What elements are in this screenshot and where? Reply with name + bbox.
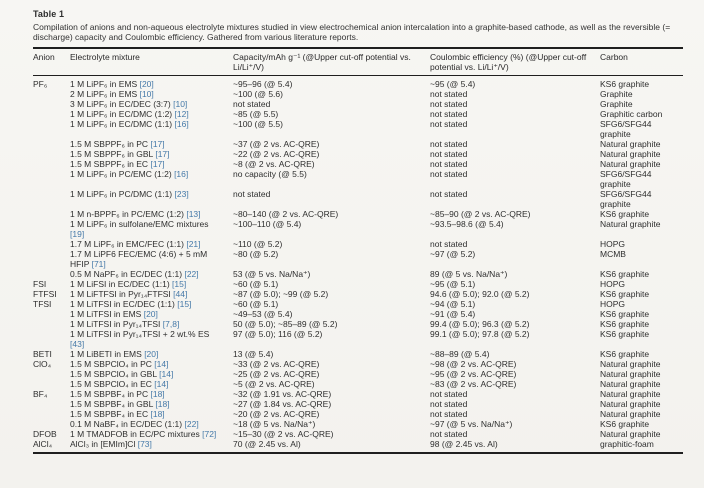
carbon-cell: HOPG bbox=[600, 239, 626, 249]
carbon-cell: Graphite bbox=[600, 99, 633, 109]
electrolyte-text: 1 M LiTFSI in Pyr₁₄TFSI bbox=[70, 319, 161, 329]
col-header-anion: Anion bbox=[33, 48, 70, 76]
citation-link[interactable]: [73] bbox=[137, 439, 152, 449]
capacity-cell: ~22 (@ 2 vs. AC-QRE) bbox=[233, 149, 320, 159]
efficiency-cell: not stated bbox=[430, 159, 468, 169]
table-row bbox=[33, 159, 683, 169]
carbon-cell: KS6 graphite bbox=[600, 309, 650, 319]
capacity-cell: ~110 (@ 5.2) bbox=[233, 239, 283, 249]
carbon-cell: KS6 graphite bbox=[600, 269, 650, 279]
electrolyte-cell bbox=[70, 319, 233, 329]
citation-link[interactable]: [17] bbox=[150, 139, 165, 149]
anion-cell bbox=[33, 169, 70, 189]
citation-link[interactable]: [10] bbox=[139, 89, 154, 99]
citation-link[interactable]: [12] bbox=[174, 109, 189, 119]
anion-cell bbox=[33, 269, 70, 279]
anion-cell bbox=[33, 99, 70, 109]
carbon-cell: KS6 graphite bbox=[600, 349, 650, 359]
electrolyte-text: 1.5 M SBPClO₄ in PC bbox=[70, 359, 152, 369]
capacity-cell: ~49–53 (@ 5.4) bbox=[233, 309, 293, 319]
electrolyte-text: 1.5 M SBPBF₄ in GBL bbox=[70, 399, 153, 409]
citation-link[interactable]: [16] bbox=[174, 169, 189, 179]
table-row bbox=[33, 149, 683, 159]
capacity-cell: ~60 (@ 5.1) bbox=[233, 279, 279, 289]
table-row bbox=[33, 279, 683, 289]
carbon-cell: Natural graphite bbox=[600, 149, 661, 159]
citation-link[interactable]: [7,8] bbox=[162, 319, 180, 329]
electrolyte-cell bbox=[70, 389, 233, 399]
efficiency-cell: ~97 (@ 5 vs. Na/Na⁺) bbox=[430, 419, 513, 429]
capacity-cell: ~18 (@ 5 vs. Na/Na⁺) bbox=[233, 419, 316, 429]
electrolyte-text: 1.5 M SBPClO₄ in EC bbox=[70, 379, 152, 389]
carbon-cell: Natural graphite bbox=[600, 369, 661, 379]
table-row bbox=[33, 329, 683, 349]
table-row bbox=[33, 99, 683, 109]
electrolyte-cell bbox=[70, 189, 233, 209]
carbon-cell: KS6 graphite bbox=[600, 419, 650, 429]
capacity-cell: ~60 (@ 5.1) bbox=[233, 299, 279, 309]
electrolyte-cell bbox=[70, 299, 233, 309]
electrolyte-text: 1 M LiPF₆ in sulfolane/EMC mixtures bbox=[70, 219, 209, 229]
carbon-cell: KS6 graphite bbox=[600, 319, 650, 329]
electrolyte-text: 1 M LiPF₆ in PC/EMC (1:2) bbox=[70, 169, 172, 179]
citation-link[interactable]: [22] bbox=[184, 269, 199, 279]
electrolyte-cell bbox=[70, 139, 233, 149]
citation-link[interactable]: [71] bbox=[91, 259, 106, 269]
carbon-cell: Natural graphite bbox=[600, 389, 661, 399]
table-row bbox=[33, 209, 683, 219]
capacity-cell: 13 (@ 5.4) bbox=[233, 349, 274, 359]
header-row bbox=[33, 48, 683, 76]
efficiency-cell: ~94 (@ 5.1) bbox=[430, 299, 476, 309]
table-row bbox=[33, 89, 683, 99]
table-row bbox=[33, 109, 683, 119]
table-row bbox=[33, 309, 683, 319]
col-header-capacity: Capacity/mAh g⁻¹ (@Upper cut-off potential vs. Li/Li⁺/V) bbox=[233, 48, 430, 76]
electrolyte-text: 1.7 M LiPF6 FEC/EMC (4:6) + 5 mM HFIP bbox=[70, 249, 208, 269]
citation-link[interactable]: [20] bbox=[144, 349, 159, 359]
electrolyte-text: 1 M LiPF₆ in EMS bbox=[70, 79, 138, 89]
carbon-cell: SFG6/SFG44 graphite bbox=[600, 189, 652, 209]
col-header-efficiency: Coulombic efficiency (%) (@Upper cut-off potential vs. Li/Li⁺/V) bbox=[430, 48, 600, 76]
efficiency-cell: not stated bbox=[430, 149, 468, 159]
electrolyte-cell bbox=[70, 89, 233, 99]
capacity-cell: ~5 (@ 2 vs. AC-QRE) bbox=[233, 379, 315, 389]
anion-cell bbox=[33, 399, 70, 409]
anion-cell bbox=[33, 209, 70, 219]
citation-link[interactable]: [17] bbox=[150, 159, 165, 169]
carbon-cell: KS6 graphite bbox=[600, 79, 650, 89]
efficiency-cell: 99.1 (@ 5.0); 97.8 (@ 5.2) bbox=[430, 329, 530, 339]
anion-cell bbox=[33, 369, 70, 379]
electrolyte-cell bbox=[70, 329, 233, 349]
carbon-cell: KS6 graphite bbox=[600, 329, 650, 339]
carbon-cell: Natural graphite bbox=[600, 429, 661, 439]
table-row bbox=[33, 269, 683, 279]
table-row bbox=[33, 289, 683, 299]
efficiency-cell: ~95 (@ 5.1) bbox=[430, 279, 476, 289]
efficiency-cell: not stated bbox=[430, 409, 468, 419]
electrolyte-text: 3 M LiPF₆ in EC/DEC (3:7) bbox=[70, 99, 171, 109]
electrolyte-text: 1.7 M LiPF₆ in EMC/FEC (1:1) bbox=[70, 239, 184, 249]
electrolyte-cell bbox=[70, 109, 233, 119]
electrolyte-table bbox=[33, 47, 683, 454]
electrolyte-cell bbox=[70, 76, 233, 90]
carbon-cell: KS6 graphite bbox=[600, 209, 650, 219]
electrolyte-cell bbox=[70, 429, 233, 439]
capacity-cell: ~100 (@ 5.5) bbox=[233, 119, 283, 129]
electrolyte-cell bbox=[70, 209, 233, 219]
carbon-cell: HOPG bbox=[600, 279, 626, 289]
electrolyte-cell bbox=[70, 99, 233, 109]
table-row bbox=[33, 169, 683, 189]
efficiency-cell: not stated bbox=[430, 109, 468, 119]
anion-cell: TFSI bbox=[33, 299, 52, 309]
table-row bbox=[33, 389, 683, 399]
anion-cell bbox=[33, 239, 70, 249]
capacity-cell: ~33 (@ 2 vs. AC-QRE) bbox=[233, 359, 320, 369]
table-caption: Compilation of anions and non-aqueous electrolyte mixtures studied in view electrochemical anion intercalation into a graphite-based cathode, as well as the reversible (= discharge) capacity and Coulombic efficiency. Gathered from various literature reports. bbox=[33, 22, 671, 42]
carbon-cell: Graphitic carbon bbox=[600, 109, 663, 119]
electrolyte-cell bbox=[70, 409, 233, 419]
anion-cell: DFOB bbox=[33, 429, 57, 439]
capacity-cell: 53 (@ 5 vs. Na/Na⁺) bbox=[233, 269, 311, 279]
table-row bbox=[33, 119, 683, 139]
efficiency-cell: 98 (@ 2.45 vs. Al) bbox=[430, 439, 498, 449]
electrolyte-cell bbox=[70, 379, 233, 389]
anion-cell bbox=[33, 409, 70, 419]
table-row bbox=[33, 359, 683, 369]
table-row bbox=[33, 299, 683, 309]
electrolyte-text: 1 M n-BPPF₆ in PC/EMC (1:2) bbox=[70, 209, 184, 219]
capacity-cell: ~20 (@ 2 vs. AC-QRE) bbox=[233, 409, 320, 419]
citation-link[interactable]: [22] bbox=[184, 419, 199, 429]
anion-cell bbox=[33, 309, 70, 319]
electrolyte-text: 1.5 M SBPClO₄ in GBL bbox=[70, 369, 157, 379]
anion-cell: BETI bbox=[33, 349, 52, 359]
anion-cell bbox=[33, 419, 70, 429]
carbon-cell: Natural graphite bbox=[600, 409, 661, 419]
capacity-cell: not stated bbox=[233, 99, 271, 109]
efficiency-cell: ~93.5–98.6 (@ 5.4) bbox=[430, 219, 504, 229]
table-row bbox=[33, 419, 683, 429]
table-row bbox=[33, 239, 683, 249]
electrolyte-text: 1 M TMADFOB in EC/PC mixtures bbox=[70, 429, 200, 439]
citation-link[interactable]: [18] bbox=[155, 399, 170, 409]
efficiency-cell: not stated bbox=[430, 139, 468, 149]
electrolyte-text: 1 M LiTFSI in EMS bbox=[70, 309, 142, 319]
capacity-cell: 70 (@ 2.45 vs. Al) bbox=[233, 439, 301, 449]
citation-link[interactable]: [72] bbox=[202, 429, 217, 439]
citation-link[interactable]: [14] bbox=[154, 379, 169, 389]
capacity-cell: ~15–30 (@ 2 vs. AC-QRE) bbox=[233, 429, 334, 439]
citation-link[interactable]: [20] bbox=[139, 79, 154, 89]
capacity-cell: ~8 (@ 2 vs. AC-QRE) bbox=[233, 159, 315, 169]
carbon-cell: Natural graphite bbox=[600, 379, 661, 389]
capacity-cell: ~87 (@ 5.0); ~99 (@ 5.2) bbox=[233, 289, 329, 299]
efficiency-cell: not stated bbox=[430, 389, 468, 399]
electrolyte-cell bbox=[70, 119, 233, 139]
anion-cell bbox=[33, 379, 70, 389]
efficiency-cell: ~95 (@ 5.4) bbox=[430, 79, 476, 89]
table-row bbox=[33, 349, 683, 359]
citation-link[interactable]: [10] bbox=[173, 99, 188, 109]
anion-cell bbox=[33, 319, 70, 329]
table-row bbox=[33, 429, 683, 439]
electrolyte-text: 0.1 M NaBF₄ in EC/DEC (1:1) bbox=[70, 419, 183, 429]
electrolyte-cell bbox=[70, 419, 233, 429]
electrolyte-text: 1 M LiPF₆ in PC/DMC (1:1) bbox=[70, 189, 173, 199]
electrolyte-text: 1 M LiFTFSI in Pyr₁₄FTFSI bbox=[70, 289, 171, 299]
efficiency-cell: ~91 (@ 5.4) bbox=[430, 309, 476, 319]
efficiency-cell: 94.6 (@ 5.0); 92.0 (@ 5.2) bbox=[430, 289, 530, 299]
anion-cell bbox=[33, 119, 70, 139]
efficiency-cell: ~95 (@ 2 vs. AC-QRE) bbox=[430, 369, 517, 379]
efficiency-cell: ~98 (@ 2 vs. AC-QRE) bbox=[430, 359, 517, 369]
carbon-cell: Natural graphite bbox=[600, 159, 661, 169]
electrolyte-text: 1 M LiTFSI in EC/DEC (1:1) bbox=[70, 299, 175, 309]
efficiency-cell: not stated bbox=[430, 99, 468, 109]
citation-link[interactable]: [15] bbox=[172, 279, 187, 289]
anion-cell bbox=[33, 159, 70, 169]
capacity-cell: not stated bbox=[233, 189, 271, 199]
carbon-cell: graphitic-foam bbox=[600, 439, 654, 449]
citation-link[interactable]: [18] bbox=[150, 389, 165, 399]
efficiency-cell: ~97 (@ 5.2) bbox=[430, 249, 476, 259]
electrolyte-text: 1.5 M SBPPF₆ in GBL bbox=[70, 149, 153, 159]
electrolyte-text: 1.5 M SBPPF₆ in EC bbox=[70, 159, 149, 169]
electrolyte-text: 1 M LiTFSI in Pyr₁₄TFSI + 2 wt.% ES bbox=[70, 329, 210, 339]
carbon-cell: SFG6/SFG44 graphite bbox=[600, 119, 652, 139]
anion-cell: PF₆ bbox=[33, 79, 48, 89]
efficiency-cell: ~88–89 (@ 5.4) bbox=[430, 349, 490, 359]
table-label: Table 1 bbox=[33, 9, 65, 19]
electrolyte-cell bbox=[70, 349, 233, 359]
carbon-cell: Natural graphite bbox=[600, 399, 661, 409]
electrolyte-cell bbox=[70, 169, 233, 189]
electrolyte-cell bbox=[70, 369, 233, 379]
anion-cell: BF₄ bbox=[33, 389, 48, 399]
carbon-cell: Graphite bbox=[600, 89, 633, 99]
electrolyte-cell bbox=[70, 239, 233, 249]
citation-link[interactable]: [16] bbox=[174, 119, 189, 129]
electrolyte-text: 1 M LiFSI in EC/DEC (1:1) bbox=[70, 279, 170, 289]
anion-cell: ClO₄ bbox=[33, 359, 52, 369]
efficiency-cell: not stated bbox=[430, 189, 468, 199]
capacity-cell: ~85 (@ 5.5) bbox=[233, 109, 279, 119]
col-header-carbon: Carbon bbox=[600, 48, 683, 76]
anion-cell bbox=[33, 329, 70, 349]
efficiency-cell: not stated bbox=[430, 119, 468, 129]
electrolyte-cell bbox=[70, 279, 233, 289]
citation-link[interactable]: [14] bbox=[154, 359, 169, 369]
table-row bbox=[33, 189, 683, 209]
anion-cell: FTFSI bbox=[33, 289, 57, 299]
anion-cell bbox=[33, 219, 70, 239]
capacity-cell: ~100 (@ 5.6) bbox=[233, 89, 283, 99]
electrolyte-text: 1.5 M SBPBF₄ in PC bbox=[70, 389, 149, 399]
carbon-cell: Natural graphite bbox=[600, 219, 661, 229]
capacity-cell: ~27 (@ 1.84 vs. AC-QRE) bbox=[233, 399, 332, 409]
capacity-cell: 97 (@ 5.0); 116 (@ 5.2) bbox=[233, 329, 323, 339]
table-row bbox=[33, 399, 683, 409]
table-row bbox=[33, 369, 683, 379]
citation-link[interactable]: [13] bbox=[186, 209, 201, 219]
electrolyte-text: 1.5 M SBPPF₆ in PC bbox=[70, 139, 149, 149]
electrolyte-cell bbox=[70, 159, 233, 169]
table-row bbox=[33, 319, 683, 329]
efficiency-cell: not stated bbox=[430, 429, 468, 439]
electrolyte-cell bbox=[70, 399, 233, 409]
carbon-cell: MCMB bbox=[600, 249, 626, 259]
anion-cell bbox=[33, 109, 70, 119]
efficiency-cell: not stated bbox=[430, 399, 468, 409]
electrolyte-text: AlCl₃ in [EMIm]Cl bbox=[70, 439, 136, 449]
efficiency-cell: 99.4 (@ 5.0); 96.3 (@ 5.2) bbox=[430, 319, 530, 329]
capacity-cell: no capacity (@ 5.5) bbox=[233, 169, 307, 179]
citation-link[interactable]: [20] bbox=[143, 309, 158, 319]
capacity-cell: ~100–110 (@ 5.4) bbox=[233, 219, 302, 229]
carbon-cell: SFG6/SFG44 graphite bbox=[600, 169, 652, 189]
citation-link[interactable]: [14] bbox=[159, 369, 174, 379]
citation-link[interactable]: [44] bbox=[173, 289, 188, 299]
table-row bbox=[33, 219, 683, 239]
carbon-cell: Natural graphite bbox=[600, 359, 661, 369]
electrolyte-text: 1.5 M SBPBF₄ in EC bbox=[70, 409, 149, 419]
electrolyte-cell bbox=[70, 359, 233, 369]
efficiency-cell: ~83 (@ 2 vs. AC-QRE) bbox=[430, 379, 517, 389]
electrolyte-text: 0.5 M NaPF₆ in EC/DEC (1:1) bbox=[70, 269, 183, 279]
carbon-cell: Natural graphite bbox=[600, 139, 661, 149]
electrolyte-cell bbox=[70, 219, 233, 239]
citation-link[interactable]: [43] bbox=[70, 339, 85, 349]
electrolyte-cell bbox=[70, 249, 233, 269]
efficiency-cell: ~85–90 (@ 2 vs. AC-QRE) bbox=[430, 209, 531, 219]
electrolyte-text: 1 M LiPF₆ in EC/DMC (1:2) bbox=[70, 109, 173, 119]
col-header-electrolyte: Electrolyte mixture bbox=[70, 48, 233, 76]
anion-cell bbox=[33, 139, 70, 149]
capacity-cell: ~80 (@ 5.2) bbox=[233, 249, 279, 259]
citation-link[interactable]: [19] bbox=[70, 229, 85, 239]
electrolyte-text: 1 M LiPF₆ in EC/DMC (1:1) bbox=[70, 119, 173, 129]
capacity-cell: ~32 (@ 1.91 vs. AC-QRE) bbox=[233, 389, 332, 399]
table-row bbox=[33, 249, 683, 269]
anion-cell: AlCl₄ bbox=[33, 439, 53, 449]
anion-cell bbox=[33, 149, 70, 159]
carbon-cell: HOPG bbox=[600, 299, 626, 309]
capacity-cell: ~25 (@ 2 vs. AC-QRE) bbox=[233, 369, 320, 379]
table-row bbox=[33, 409, 683, 419]
anion-cell bbox=[33, 189, 70, 209]
citation-link[interactable]: [15] bbox=[177, 299, 192, 309]
carbon-cell: KS6 graphite bbox=[600, 289, 650, 299]
anion-cell bbox=[33, 89, 70, 99]
table-row bbox=[33, 76, 683, 90]
table-row bbox=[33, 139, 683, 149]
citation-link[interactable]: [21] bbox=[186, 239, 201, 249]
electrolyte-text: 2 M LiPF₆ in EMS bbox=[70, 89, 138, 99]
efficiency-cell: not stated bbox=[430, 169, 468, 179]
efficiency-cell: not stated bbox=[430, 239, 468, 249]
efficiency-cell: 89 (@ 5 vs. Na/Na⁺) bbox=[430, 269, 508, 279]
anion-cell bbox=[33, 249, 70, 269]
citation-link[interactable]: [18] bbox=[150, 409, 165, 419]
capacity-cell: ~95–96 (@ 5.4) bbox=[233, 79, 293, 89]
table-row bbox=[33, 379, 683, 389]
citation-link[interactable]: [17] bbox=[155, 149, 170, 159]
capacity-cell: ~37 (@ 2 vs. AC-QRE) bbox=[233, 139, 320, 149]
capacity-cell: ~80–140 (@ 2 vs. AC-QRE) bbox=[233, 209, 339, 219]
efficiency-cell: not stated bbox=[430, 89, 468, 99]
electrolyte-cell bbox=[70, 289, 233, 299]
electrolyte-cell bbox=[70, 439, 233, 453]
electrolyte-cell bbox=[70, 269, 233, 279]
electrolyte-text: 1 M LiBETI in EMS bbox=[70, 349, 142, 359]
capacity-cell: 50 (@ 5.0); ~85–89 (@ 5.2) bbox=[233, 319, 338, 329]
electrolyte-cell bbox=[70, 309, 233, 319]
electrolyte-cell bbox=[70, 149, 233, 159]
table-row bbox=[33, 439, 683, 453]
citation-link[interactable]: [23] bbox=[174, 189, 189, 199]
anion-cell: FSI bbox=[33, 279, 47, 289]
